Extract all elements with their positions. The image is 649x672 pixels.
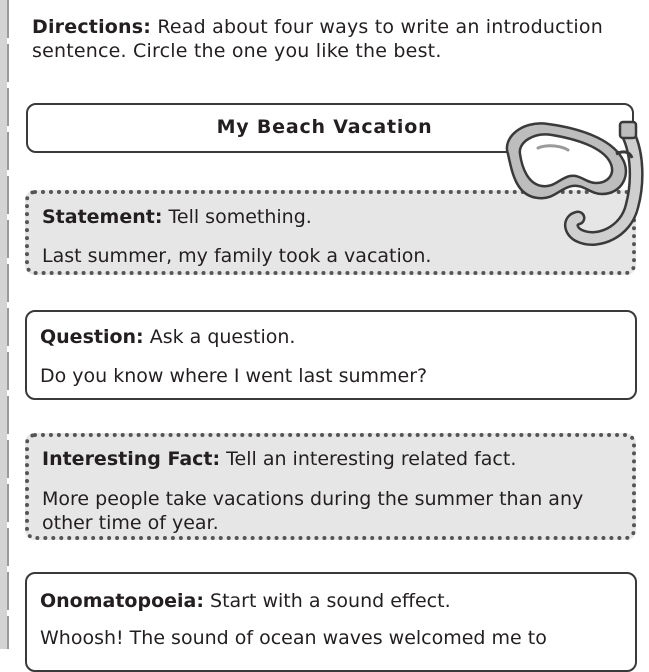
card-example: Whoosh! The sound of ocean waves welcomed me to — [40, 627, 547, 649]
card-question[interactable] — [25, 310, 637, 400]
snorkel-mask-icon — [498, 114, 649, 254]
card-instruction: Tell something. — [168, 206, 312, 228]
directions-label: Directions: — [32, 16, 152, 38]
page-binding-edge — [0, 0, 7, 649]
card-type-label: Interesting Fact: — [42, 448, 221, 470]
card-type-label: Question: — [40, 326, 144, 348]
card-heading — [42, 448, 516, 470]
card-onomatopoeia[interactable] — [25, 572, 637, 672]
card-example: Do you know where I went last summer? — [40, 365, 428, 387]
card-instruction: Start with a sound effect. — [210, 590, 451, 612]
card-heading — [42, 206, 312, 228]
page-title: My Beach Vacation — [216, 116, 433, 138]
card-interesting-fact[interactable] — [25, 433, 636, 540]
card-example: Last summer, my family took a vacation. — [42, 245, 432, 267]
card-instruction: Tell an interesting related fact. — [226, 448, 517, 470]
card-heading — [40, 590, 451, 612]
card-type-label: Statement: — [42, 206, 163, 228]
card-heading — [40, 326, 295, 348]
card-example: More people take vacations during the summer than any other time of year. — [42, 488, 584, 534]
directions-text: Read about four ways to write an introduction sentence. Circle the one you like the best. — [32, 16, 603, 62]
directions — [32, 15, 632, 63]
card-instruction: Ask a question. — [149, 326, 296, 348]
card-type-label: Onomatopoeia: — [40, 590, 204, 612]
